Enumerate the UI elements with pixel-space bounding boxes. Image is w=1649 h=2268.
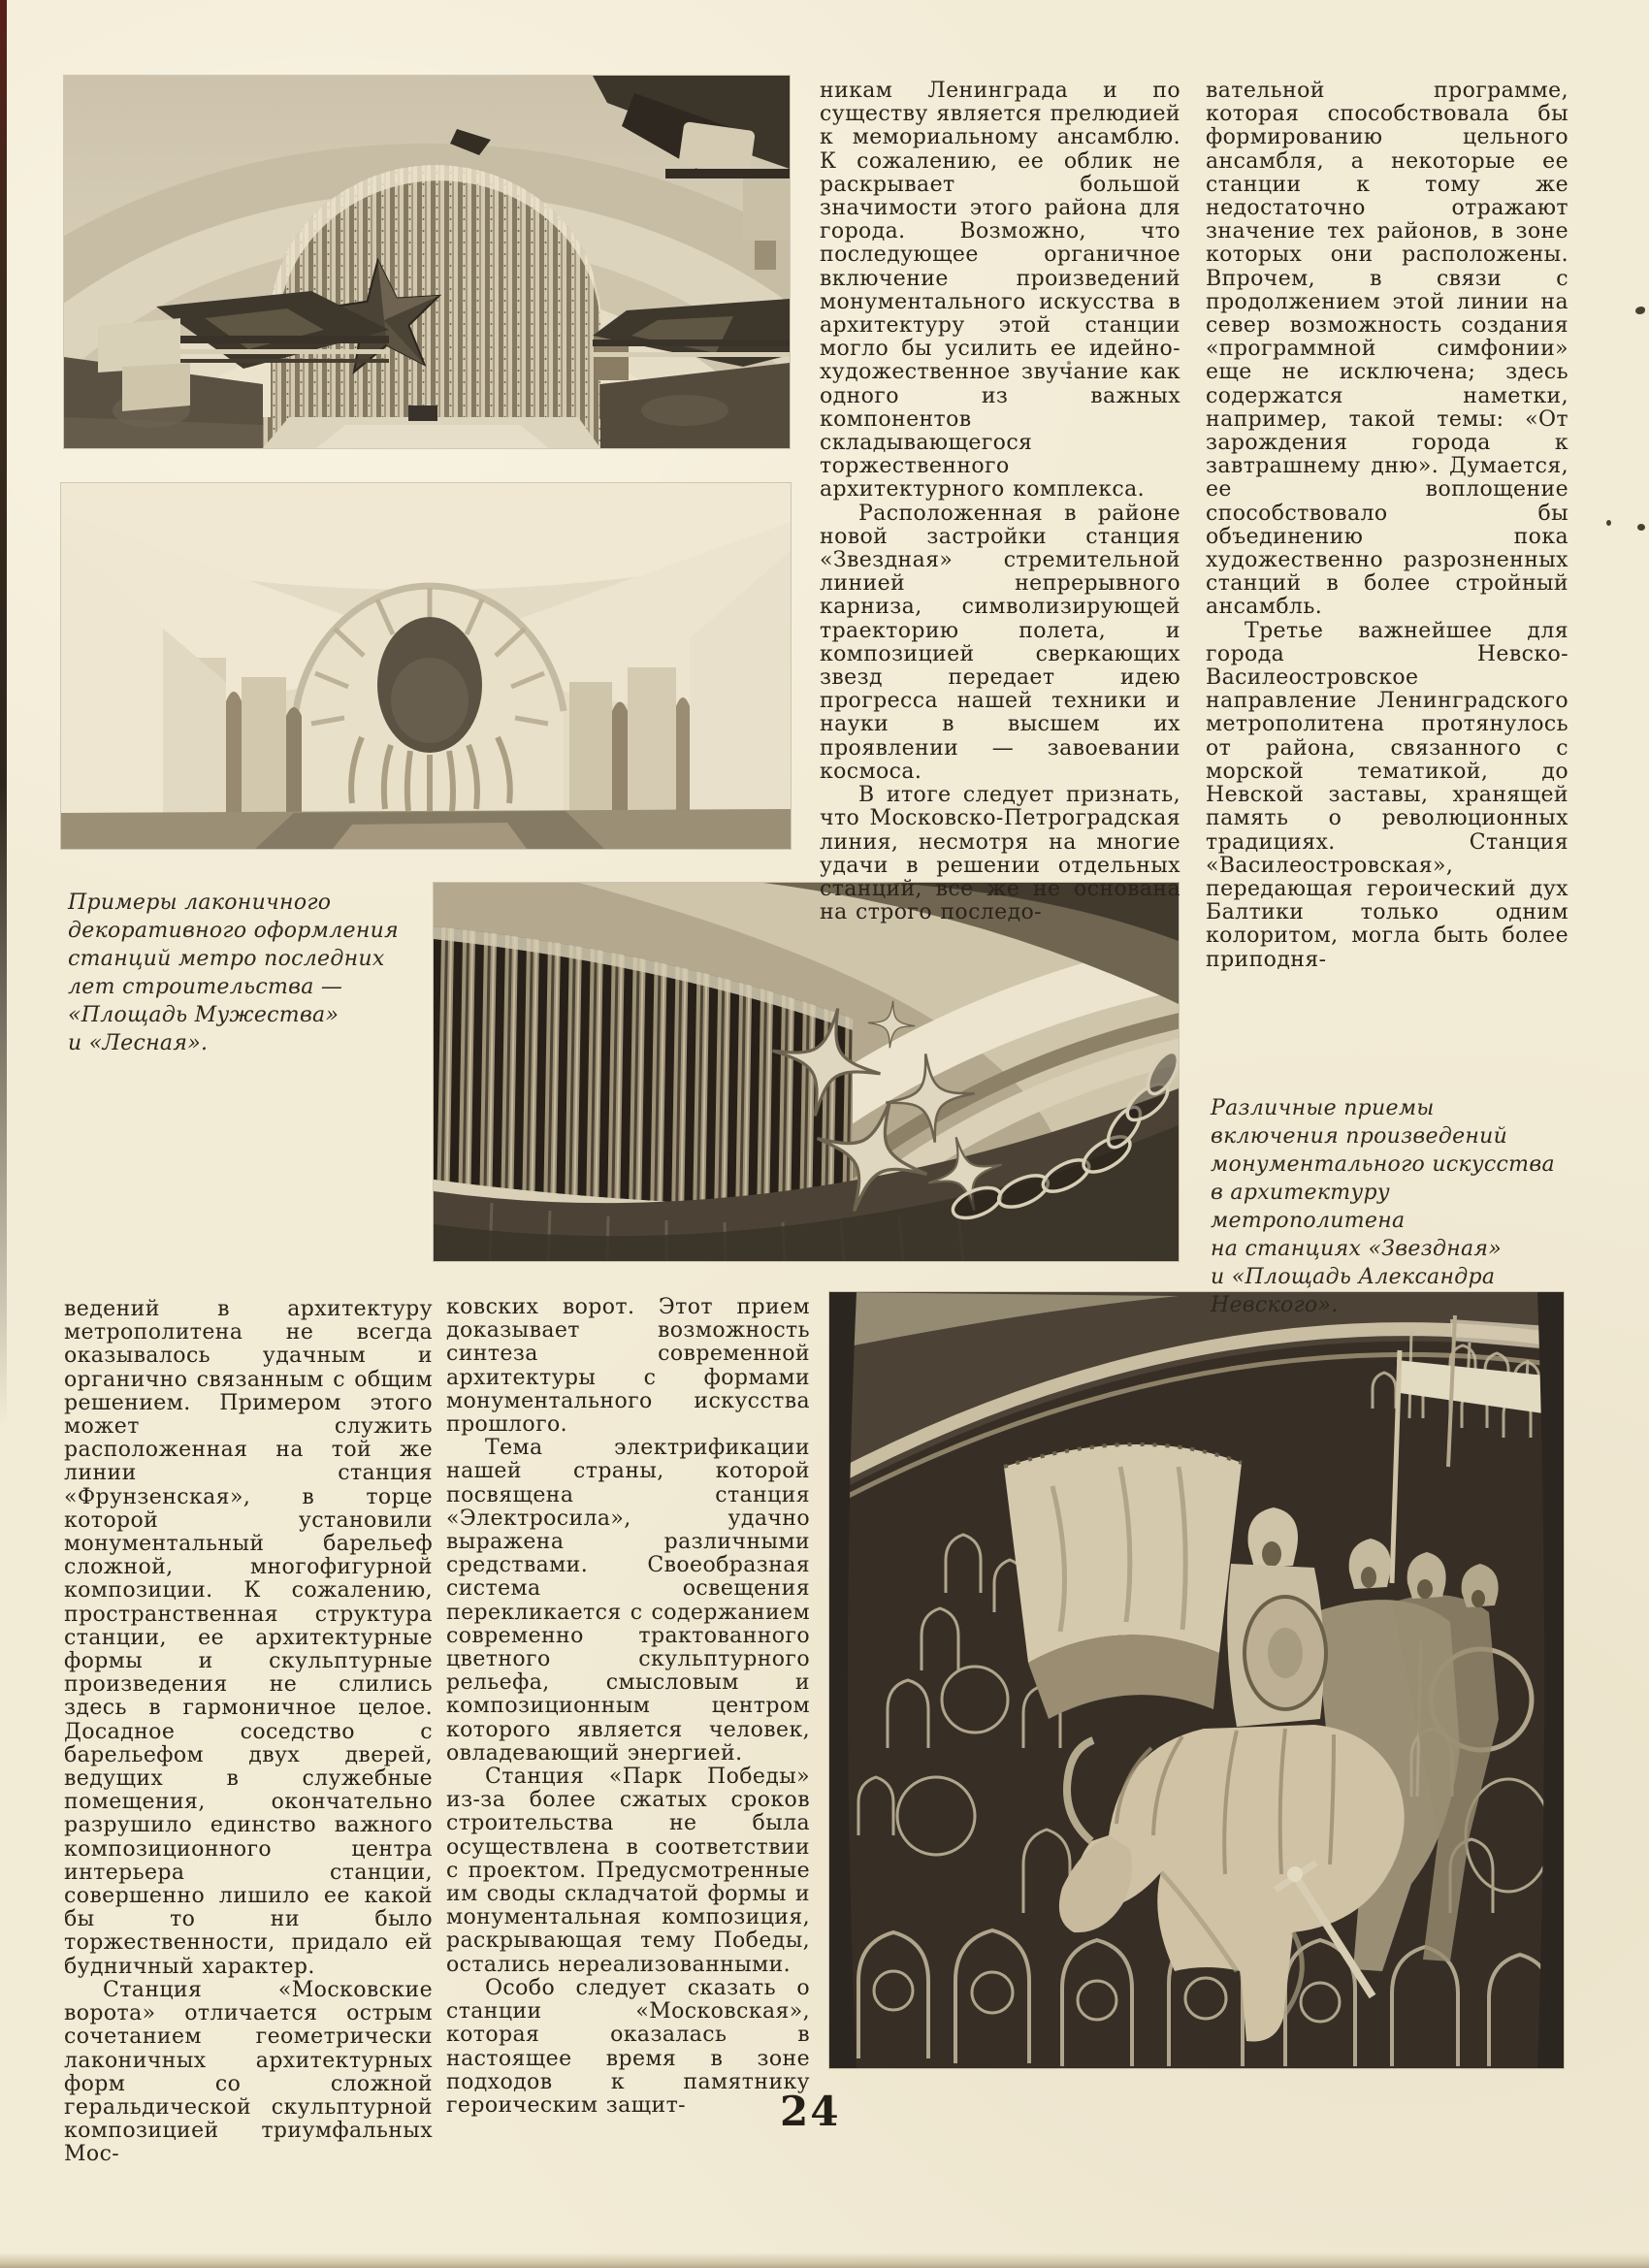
caption-line: Примеры лаконичного [68,891,332,915]
caption-line: и «Лесная». [68,1031,209,1055]
caption-line: станций метро последних [68,947,385,971]
article-column-top-right [1206,80,1568,972]
caption-line: в архитектуру метрополитена [1211,1181,1406,1233]
banner [1004,1444,1242,1719]
paragraph: Особо следует сказать о станции «Московская», которая оказалась в настоящее время в зоне подходов к памятнику героическим защит- [446,1975,810,2118]
caption-line: и «Площадь Александра [1211,1265,1496,1289]
scan-bottom-edge [0,2252,1649,2268]
paper-speck [1637,524,1645,531]
caption-line: на станциях «Звездная» [1211,1237,1503,1261]
paragraph: вательной программе, которая способствовала бы формированию цельного ансамбля, а некоторые ее станции к тому же недостаточно отражают значение тех районов, в зоне которых они расположены. Впрочем, в связи с продолжением этой линии на север возможность создания «программной симфонии» еще не исключена; здесь содержатся наметки, например, такой темы: «От зарождения города к завтрашнему дню». Думается, ее воплощение способствовало бы объединению пока художественно разрозненных станций в более стройный ансамбль. [1206,79,1568,620]
paper-speck [1635,307,1645,314]
caption-right [1211,1094,1589,1319]
article-column-bottom-left [64,1298,433,2167]
caption-line: включения произведений [1211,1124,1508,1149]
paragraph: Тема электрификации нашей страны, которой посвящена станция «Электросила», удачно выражена различными средствами. Своеобразная система освещения перекликается с содержанием современно трактованного цветного скульптурного рельефа, смысловым и композиционным центром которого является человек, овладевающий энергией. [446,1436,810,1766]
caption-line: «Площадь Мужества» [68,1003,340,1027]
paragraph: В итоге следует признать, что Московско-Петроградская линия, несмотря на многие удачи в решении отдельных станций, все же не основана на строго последо- [820,783,1180,925]
paragraph: Третье важнейшее для города Невско-Василеостровское направление Ленинградского метрополитена протянулось от района, связанного с морской тематикой, до Невской заставы, хранящей память о революционных традициях. Станция «Василеостровская», передающая героический дух Балтики только одним колоритом, могла быть более приподня- [1206,618,1568,972]
photo-nevsky-relief [829,1292,1564,2068]
paragraph: Станция «Московские ворота» отличается острым сочетанием геометрически лаконичных архитектурных форм со сложной геральдической скульптурной композицией триумфальных Мос- [64,1977,433,2167]
caption-line: лет строительства — [68,975,343,999]
photo-sun-relief-hall [61,483,791,849]
paragraph: никам Ленинграда и по существу является прелюдией к мемориальному ансамблю. К сожалению, ее облик не раскрывает большой значимости этого района для города. Возможно, что последующее органичное включение произведений монументального искусства в архитектуру этой станции могло бы усилить ее идейно-художественное звучание как одного из важных компонентов складывающегося торжественного архитектурного комплекса. [820,79,1180,502]
caption-line: Различные приемы [1211,1096,1435,1120]
article-column-bottom-middle [446,1296,810,2118]
paragraph: Станция «Парк Победы» из-за более сжатых сроков строительства не была осуществлена в соответствии с проектом. Предусмотренные им своды складчатой формы и монументальная композиция, раскрывающая тему Победы, остались нереализованными. [446,1765,810,1977]
caption-left [68,889,446,1057]
photo-zvezdnaya-grille [434,883,1179,1261]
paragraph: Расположенная в районе новой застройки станция «Звездная» стремительной линией непрерывного карниза, символизирующей траекторию полета, и композицией сверкающих звезд передает идею прогресса нашей техники и науки в высшем их проявлении — завоевании космоса. [820,501,1180,784]
article-column-top-left [820,80,1180,924]
paper-speck [1606,520,1611,526]
caption-line: монументального искусства [1211,1152,1555,1177]
scan-binding-edge [0,0,7,1426]
caption-line: Невского». [1211,1293,1339,1317]
caption-line: декоративного оформления [68,919,399,943]
photo-star-hall [64,76,790,448]
paragraph: ведений в архитектуру метрополитена не всегда оказывалось удачным и органично связанным с общим решением. Примером этого может служить расположенная на той же линии станция «Фрунзенская», в торце которой установили монументальный барельеф сложной, многофигурной композиции. К сожалению, пространственная структура станции, ее архитектурные формы и скульптурные произведения не слились здесь в гармоничное целое. Досадное соседство с барельефом двух дверей, ведущих в служебные помещения, окончательно разрушило единство важного композиционного центра интерьера станции, совершенно лишило ее какой бы то ни было торжественности, придало ей будничный характер. [64,1297,433,1979]
page-number: 24 [780,2088,841,2135]
paragraph: ковских ворот. Этот прием доказывает возможность синтеза современной архитектуры с формами монументального искусства прошлого. [446,1295,810,1438]
